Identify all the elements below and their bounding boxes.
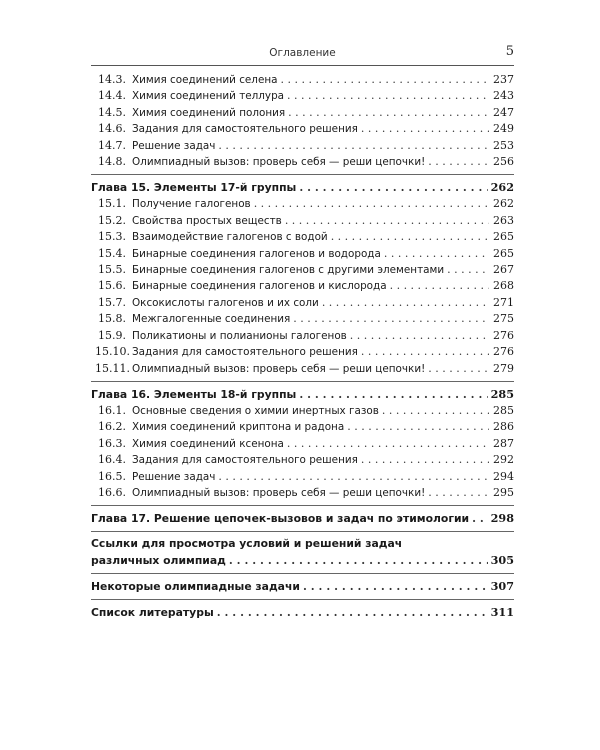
section-title: Взаимодействие галогенов с водой [132,231,328,244]
section-page: 268 [493,279,514,293]
toc-links-line1[interactable] [91,536,514,552]
section-title: Химия соединений полония [132,106,286,119]
section-page: 295 [493,485,514,499]
section-number: 14.5. [98,105,126,119]
section-title: Основные сведения о химии инертных газов [132,404,379,417]
toc-section-row[interactable] [91,196,514,212]
page-number: 5 [505,44,514,59]
toc-section-row[interactable] [91,154,514,170]
section-page: 247 [493,105,514,119]
toc-chapter-16[interactable] [91,386,514,403]
section-title: Оксокислоты галогенов и их соли [132,296,319,309]
toc-section-row[interactable] [91,229,514,245]
chapter-16-sections [91,403,514,501]
toc-section-row[interactable] [91,361,514,377]
bibliography-title: Список литературы [91,606,214,620]
section-title: Олимпиадный вызов: проверь себя — реши цепочки! [132,486,426,499]
dot-leader [287,88,489,103]
dot-leader [350,328,489,343]
toc-links-line2[interactable] [91,552,514,569]
table-of-contents [91,72,514,621]
dot-leader [254,196,489,211]
toc-section-row[interactable] [91,246,514,262]
section-title: Свойства простых веществ [132,214,282,227]
dot-leader [361,344,489,359]
section-page: 276 [493,328,514,342]
some-problems-page: 307 [490,579,514,594]
divider [91,505,514,506]
section-page: 276 [493,345,514,359]
dot-leader [384,246,489,261]
dot-leader [218,469,489,484]
section-number: 15.7. [98,295,126,309]
section-number: 16.4. [98,453,126,467]
links-title-line2: различных олимпиад [91,554,226,568]
section-number: 15.2. [98,213,126,227]
section-title: Олимпиадный вызов: проверь себя — реши цепочки! [132,156,426,169]
dot-leader [428,154,489,169]
divider [91,531,514,532]
section-number: 15.10. [95,345,130,359]
section-page: 275 [493,312,514,326]
section-title: Задания для самостоятельного решения [132,454,358,467]
section-page: 287 [493,436,514,450]
section-title: Задания для самостоятельного решения [132,123,358,136]
dot-leader [322,295,489,310]
dot-leader [293,311,489,326]
toc-section-row[interactable] [91,262,514,278]
dot-leader [361,121,489,136]
section-title: Решение задач [132,139,216,152]
toc-section-row[interactable] [91,419,514,435]
chapter-page: 262 [490,180,514,195]
section-title: Химия соединений ксенона [132,437,284,450]
links-title-line1: Ссылки для просмотра условий и решений задач [91,537,403,551]
toc-section-row[interactable] [91,121,514,137]
section-page: 237 [493,73,514,86]
toc-chapter-15[interactable] [91,179,514,196]
toc-section-row[interactable] [91,328,514,344]
section-page: 285 [493,403,514,417]
divider [91,573,514,574]
section-page: 263 [493,213,514,227]
toc-section-row[interactable] [91,436,514,452]
section-title: Химия соединений селена [132,74,278,86]
toc-section-row[interactable] [91,311,514,327]
section-number: 16.5. [98,469,126,483]
chapter-15-sections [91,196,514,376]
toc-section-row[interactable] [91,344,514,360]
section-number: 16.2. [98,420,126,434]
section-title: Олимпиадный вызов: проверь себя — реши цепочки! [132,362,426,375]
links-page: 305 [490,553,514,568]
dot-leader [288,105,489,120]
toc-section-row[interactable] [91,452,514,468]
dot-leader [217,604,488,620]
divider [91,381,514,382]
section-number: 15.4. [98,246,126,260]
dot-leader [390,278,489,293]
dot-leader [331,229,489,244]
section-page: 256 [493,155,514,169]
toc-section-row[interactable] [91,485,514,501]
section-number: 14.7. [98,138,126,152]
dot-leader [281,72,489,87]
dot-leader [229,552,488,568]
toc-section-row[interactable] [91,403,514,419]
dot-leader [218,138,489,153]
bibliography-page: 311 [490,605,514,620]
toc-section-row[interactable] [91,278,514,294]
running-title: Оглавление [269,47,336,59]
section-number: 14.8. [98,155,126,169]
section-title: Бинарные соединения галогенов и водорода [132,247,381,260]
dot-leader [303,578,488,594]
dot-leader [299,179,487,195]
section-page: 249 [493,122,514,136]
dot-leader [361,452,489,467]
section-page: 262 [493,197,514,211]
section-number: 15.8. [98,312,126,326]
running-head [91,44,514,62]
chapter-title: Глава 16. Элементы 18-й группы [91,387,297,401]
toc-section-row[interactable] [91,295,514,311]
dot-leader [382,403,489,418]
section-number: 15.5. [98,263,126,277]
section-title: Химия соединений криптона и радона [132,421,345,434]
section-page: 253 [493,138,514,152]
some-problems-title: Некоторые олимпиадные задачи [91,580,300,594]
toc-bibliography[interactable] [91,604,514,621]
section-number: 14.3. [98,73,126,86]
chapter-page: 298 [490,511,514,526]
toc-section-row[interactable] [91,105,514,121]
section-title: Задания для самостоятельного решения [132,346,358,359]
toc-section-row[interactable] [91,72,514,88]
toc-section-row[interactable] [91,138,514,154]
section-page: 294 [493,469,514,483]
section-number: 15.1. [98,197,126,211]
toc-section-row[interactable] [91,88,514,104]
section-page: 271 [493,295,514,309]
section-number: 16.3. [98,436,126,450]
section-title: Решение задач [132,470,216,483]
divider [91,599,514,600]
header-rule [91,65,514,66]
chapter-14-sections [91,72,514,170]
chapter-title: Глава 15. Элементы 17-й группы [91,181,297,195]
section-page: 243 [493,89,514,103]
section-title: Поликатионы и полианионы галогенов [132,329,347,342]
toc-some-problems[interactable] [91,578,514,595]
section-number: 14.4. [98,89,126,103]
section-page: 265 [493,230,514,244]
dot-leader [428,485,489,500]
section-number: 15.3. [98,230,126,244]
dot-leader [472,510,488,526]
section-title: Бинарные соединения галогенов с другими элементами [132,264,445,277]
section-title: Получение галогенов [132,198,251,211]
toc-section-row[interactable] [91,469,514,485]
section-number: 15.6. [98,279,126,293]
section-page: 286 [493,420,514,434]
section-page: 292 [493,453,514,467]
dot-leader [299,386,487,402]
section-number: 16.1. [98,403,126,417]
section-page: 267 [493,263,514,277]
divider [91,174,514,175]
chapter-page: 285 [490,386,514,401]
chapter-title: Глава 17. Решение цепочек-вызовов и задач по этимологии [91,512,470,526]
section-number: 14.6. [98,122,126,136]
dot-leader [285,213,489,228]
toc-chapter-17[interactable] [91,510,514,527]
section-number: 15.11. [95,361,130,375]
toc-section-row[interactable] [91,213,514,229]
section-page: 279 [493,361,514,375]
dot-leader [447,262,489,277]
section-number: 15.9. [98,328,126,342]
dot-leader [287,436,489,451]
section-title: Межгалогенные соединения [132,313,291,326]
section-number: 16.6. [98,485,126,499]
dot-leader [428,361,489,376]
dot-leader [347,419,489,434]
section-title: Бинарные соединения галогенов и кислорода [132,280,387,293]
section-title: Химия соединений теллура [132,90,285,103]
section-page: 265 [493,246,514,260]
